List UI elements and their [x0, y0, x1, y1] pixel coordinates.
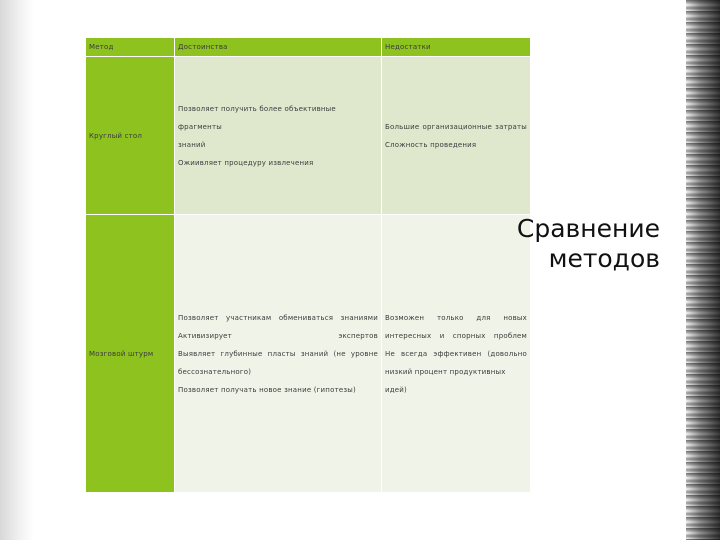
advantages-cell	[175, 215, 382, 493]
advantage-item: бессознательного)	[178, 367, 252, 376]
advantage-item: Активизирует экспертов	[178, 331, 378, 340]
advantages-cell	[175, 57, 382, 215]
disadvantages-cell	[382, 215, 531, 493]
method-cell: Мозговой штурм	[86, 215, 175, 493]
header-method: Метод	[86, 38, 175, 57]
method-cell: Круглый стол	[86, 57, 175, 215]
advantage-item: Позволяет получать новое знание (гипотезы)	[178, 385, 356, 394]
advantage-item: Позволяет получить более объективные фрагменты	[178, 104, 336, 131]
advantage-item: Позволяет участникам обмениваться знаниями	[178, 313, 378, 322]
advantage-item: Ожиивляет процедуру извлечения	[178, 158, 314, 167]
table-header-row	[86, 38, 531, 57]
disadvantage-item: Не всегда эффективен (довольно	[385, 349, 527, 358]
disadvantages-cell	[382, 57, 531, 215]
disadvantage-item: Сложность проведения	[385, 140, 477, 149]
advantage-item: Выявляет глубинные пласты знаний (не уровне	[178, 349, 378, 358]
header-advantages: Достоинства	[175, 38, 382, 57]
table-row	[86, 215, 531, 493]
disadvantage-item: Возможен только для новых	[385, 313, 527, 322]
left-shadow	[0, 0, 34, 540]
disadvantage-item: интересных и спорных проблем	[385, 331, 527, 340]
slide-title	[517, 214, 660, 274]
comparison-table	[85, 37, 531, 493]
disadvantage-item: Большие организационные затраты	[385, 122, 527, 131]
advantage-item: знаний	[178, 140, 206, 149]
title-line-2: методов	[548, 244, 660, 273]
table-row	[86, 57, 531, 215]
torn-edge-decoration	[686, 0, 720, 540]
disadvantage-item: низкий процент продуктивных идей)	[385, 367, 506, 394]
header-disadvantages: Недостатки	[382, 38, 531, 57]
title-line-1: Сравнение	[516, 214, 660, 243]
